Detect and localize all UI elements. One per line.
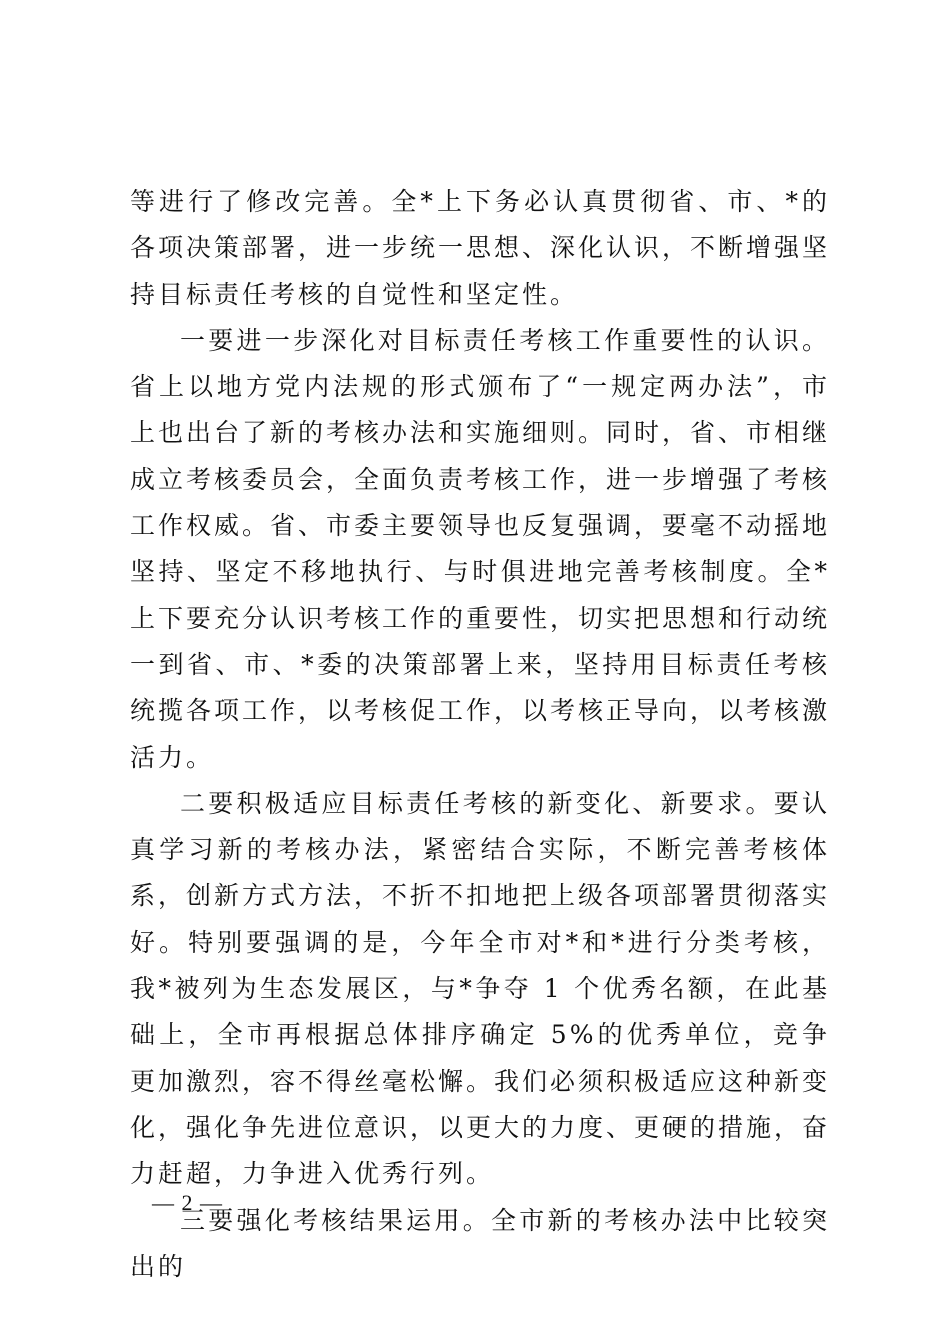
paragraph-point-three: 三要强化考核结果运用。全市新的考核办法中比较突出的 [130, 1205, 830, 1281]
document-body [130, 179, 830, 1290]
page-number: — 2 — [152, 1190, 223, 1215]
paragraph-continuation: 等进行了修改完善。全*上下务必认真贯彻省、市、*的各项决策部署，进一步统一思想、深化认识，不断增强坚持目标责任考核的自觉性和坚定性。 [130, 187, 831, 309]
paragraph-point-one: 一要进一步深化对目标责任考核工作重要性的认识。省上以地方党内法规的形式颁布了“一规定两办法”，市上也出台了新的考核办法和实施细则。同时，省、市相继成立考核委员会，全面负责考核工作，进一步增强了考核工作权威。省、市委主要领导也反复强调，要毫不动摇地坚持、坚定不移地执行、与时俱进地完善考核制度。全*上下要充分认识考核工作的重要性，切实把思想和行动统一到省、市、*委的决策部署上来，坚持用目标责任考核统揽各项工作，以考核促工作，以考核正导向，以考核激活力。 [130, 325, 831, 772]
paragraph-point-two: 二要积极适应目标责任考核的新变化、新要求。要认真学习新的考核办法，紧密结合实际，不断完善考核体系，创新方式方法，不折不扣地把上级各项部署贯彻落实好。特别要强调的是，今年全市对*和*进行分类考核，我*被列为生态发展区，与*争夺 1 个优秀名额，在此基础上，全市再根据总体排序确定 5%的优秀单位，竞争更加激烈，容不得丝毫松懈。我们必须积极适应这种新变化，强化争先进位意识，以更大的力度、更硬的措施，奋力赶超，力争进入优秀行列。 [130, 788, 831, 1189]
